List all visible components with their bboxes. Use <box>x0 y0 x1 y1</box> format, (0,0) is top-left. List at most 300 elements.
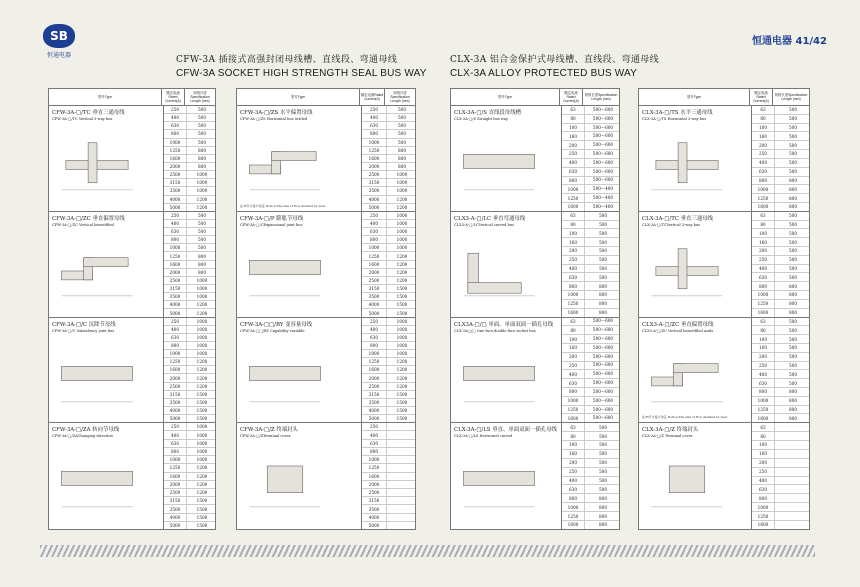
rated-current: 1250 <box>169 147 181 153</box>
spec-length: 1000 <box>186 326 215 333</box>
spec-length: 800 <box>386 147 415 154</box>
spec-length: 800 <box>186 261 215 268</box>
rated-current: 2500 <box>368 277 380 283</box>
product-title-en: CLX-3A-□/TCVertical 3-way bus <box>642 222 701 227</box>
product-drawing <box>459 342 539 414</box>
spec-row <box>164 456 215 464</box>
product-title-en: CLX-3A-□/Z Terminal cover <box>642 434 693 439</box>
column-header <box>451 89 619 106</box>
spec-row <box>562 353 619 362</box>
rated-current: 630 <box>569 169 577 175</box>
product-title-en: CLX3-A-□/ZC Vertical bessetfiled asids <box>642 328 714 333</box>
spec-row <box>562 326 619 335</box>
rated-current: 800 <box>370 131 378 137</box>
rated-current: 1000 <box>169 351 181 357</box>
spec-length: 500 <box>774 318 809 326</box>
rated-current: 800 <box>171 131 179 137</box>
spec-row <box>752 441 809 450</box>
rated-current: 3500 <box>169 506 181 512</box>
spec-row <box>164 318 215 326</box>
product-drawing <box>459 130 539 202</box>
spec-row <box>362 130 415 138</box>
rated-current: 630 <box>569 486 577 492</box>
product-drawing <box>647 130 727 202</box>
spec-row <box>362 106 415 114</box>
spec-row <box>562 432 619 441</box>
spec-row <box>562 521 619 529</box>
spec-row <box>562 397 619 406</box>
rated-current: 400 <box>569 266 577 272</box>
spec-length: 500 <box>774 150 809 158</box>
spec-row <box>752 106 809 115</box>
rated-current: 800 <box>171 237 179 243</box>
spec-row <box>164 374 215 382</box>
header-type: 型号Type <box>97 95 113 99</box>
product-info <box>237 423 361 529</box>
spec-row <box>362 285 415 293</box>
column-cfw-1 <box>48 88 216 530</box>
rated-current: 630 <box>370 123 378 129</box>
spec-length: 500～600 <box>584 397 619 405</box>
spec-row <box>752 423 809 432</box>
rated-current: 2000 <box>169 269 181 275</box>
rated-current: 630 <box>171 123 179 129</box>
spec-row <box>362 220 415 228</box>
product-info <box>451 423 561 529</box>
spec-length: 500～600 <box>584 406 619 414</box>
product-drawing <box>245 130 325 202</box>
spec-length: 1000 <box>186 293 215 300</box>
product-block <box>639 423 809 529</box>
spec-length: 500 <box>186 212 215 219</box>
spec-length: 500～600 <box>584 177 619 185</box>
spec-length: 800 <box>584 291 619 299</box>
spec-row <box>562 503 619 512</box>
rated-current: 400 <box>370 432 378 438</box>
spec-length: 800 <box>584 494 619 502</box>
rated-current: 400 <box>759 478 767 484</box>
product-title-en: CFW-3A-□/ZTerminal cover <box>240 434 291 439</box>
spec-length: 1500 <box>186 399 215 406</box>
product-title-cn: CLX3A-□/□ 单面、单面双面一插孔母线 <box>454 321 554 328</box>
rated-current: 1600 <box>169 367 181 373</box>
spec-length: 500 <box>584 459 619 467</box>
product-title-cn: CFW-3A-□/TC 垂直三通母线 <box>52 110 125 116</box>
spec-length: 500～600 <box>584 362 619 370</box>
spec-length: 1500 <box>386 293 415 300</box>
rated-current: 250 <box>171 318 179 324</box>
spec-row <box>562 362 619 371</box>
spec-length <box>774 423 809 431</box>
rated-current: 100 <box>569 230 577 236</box>
spec-row <box>752 397 809 406</box>
product-title-en: CFW-3A-□/C Subsidency joint bus <box>52 328 115 333</box>
rated-current: 3150 <box>169 498 181 504</box>
spec-length <box>774 441 809 449</box>
spec-table <box>751 106 809 211</box>
spec-row <box>562 370 619 379</box>
rated-current: 200 <box>759 142 767 148</box>
rated-current: 2500 <box>169 490 181 496</box>
spec-row <box>752 132 809 141</box>
spec-row <box>164 163 215 171</box>
rated-current: 630 <box>569 274 577 280</box>
spec-length: 500～600 <box>584 370 619 378</box>
rated-current: 2500 <box>368 383 380 389</box>
spec-row <box>752 141 809 150</box>
rated-current: 250 <box>569 362 577 368</box>
spec-row <box>164 342 215 350</box>
spec-row <box>362 236 415 244</box>
spec-length: 1200 <box>186 464 215 471</box>
spec-row <box>562 477 619 486</box>
spec-row <box>164 334 215 342</box>
rated-current: 160 <box>569 133 577 139</box>
product-drawing <box>57 236 137 308</box>
spec-row <box>362 358 415 366</box>
rated-current: 800 <box>370 449 378 455</box>
spec-length: 500 <box>386 114 415 121</box>
spec-length: 1500 <box>386 391 415 398</box>
spec-row <box>362 374 415 382</box>
spec-row <box>164 514 215 522</box>
spec-length: 500 <box>774 115 809 123</box>
rated-current: 5000 <box>368 310 380 316</box>
spec-row <box>164 285 215 293</box>
spec-length: 1500 <box>186 505 215 512</box>
header-type: 型号Type <box>497 95 513 99</box>
spec-row <box>752 265 809 274</box>
spec-length: 500 <box>386 130 415 137</box>
spec-row <box>562 141 619 150</box>
spec-length: 500 <box>186 139 215 146</box>
spec-length: 500 <box>584 485 619 493</box>
spec-length: 500～600 <box>584 388 619 396</box>
product-block <box>237 106 415 212</box>
spec-length: 800 <box>386 155 415 162</box>
rated-current: 800 <box>569 283 577 289</box>
spec-row <box>562 221 619 230</box>
spec-length: 1000 <box>386 171 415 178</box>
rated-current: 1000 <box>757 186 769 192</box>
spec-length: 500 <box>774 159 809 167</box>
rated-current: 250 <box>569 151 577 157</box>
spec-length: 500 <box>584 247 619 255</box>
spec-row <box>164 497 215 505</box>
spec-row <box>752 203 809 211</box>
spec-row <box>164 187 215 195</box>
rated-current: 800 <box>759 283 767 289</box>
product-block <box>639 106 809 212</box>
product-block <box>49 423 215 529</box>
spec-row <box>362 399 415 407</box>
rated-current: 200 <box>569 460 577 466</box>
spec-length <box>774 494 809 502</box>
spec-length: 1000 <box>386 318 415 325</box>
product-title-cn: CLX-3A-□/Z 终端封头 <box>642 427 699 434</box>
spec-table <box>751 212 809 317</box>
spec-length: 1500 <box>186 391 215 398</box>
rated-current: 400 <box>370 326 378 332</box>
spec-row <box>562 459 619 468</box>
product-block <box>237 423 415 529</box>
spec-length: 500 <box>774 221 809 229</box>
spec-length: 500～600 <box>584 379 619 387</box>
spec-row <box>562 512 619 521</box>
right-heading <box>450 52 659 79</box>
rated-current: 1250 <box>567 407 579 413</box>
rated-current: 1250 <box>567 301 579 307</box>
header-type: 型号Type <box>686 95 702 99</box>
spec-row <box>752 115 809 124</box>
spec-length: 500 <box>584 441 619 449</box>
rated-current: 100 <box>759 442 767 448</box>
spec-row <box>752 503 809 512</box>
spec-row <box>752 194 809 203</box>
product-title-cn: CLX-3A-□/S 直线段母线槽 <box>454 110 521 116</box>
rated-current: 1600 <box>567 204 579 210</box>
spec-length <box>386 522 415 529</box>
product-info <box>639 423 751 529</box>
spec-row <box>362 514 415 522</box>
spec-length: 500 <box>186 122 215 129</box>
spec-row <box>752 406 809 415</box>
rated-current: 400 <box>759 371 767 377</box>
spec-table <box>561 318 619 423</box>
spec-length: 500 <box>774 326 809 334</box>
rated-current: 2500 <box>169 277 181 283</box>
rated-current: 3150 <box>169 180 181 186</box>
rated-current: 1000 <box>368 139 380 145</box>
spec-row <box>562 229 619 238</box>
spec-row <box>752 168 809 177</box>
spec-row <box>562 124 619 133</box>
spec-length: 1200 <box>386 204 415 211</box>
spec-length: 1500 <box>186 514 215 521</box>
product-info <box>49 423 163 529</box>
spec-length: 1000 <box>186 187 215 194</box>
rated-current: 400 <box>171 326 179 332</box>
spec-row <box>562 256 619 265</box>
spec-row <box>562 300 619 309</box>
spec-length: 1200 <box>186 383 215 390</box>
rated-current: 200 <box>759 354 767 360</box>
rated-current: 100 <box>759 125 767 131</box>
rated-current: 800 <box>370 342 378 348</box>
spec-length: 1200 <box>386 252 415 259</box>
rated-current: 1250 <box>757 513 769 519</box>
rated-current: 1000 <box>757 504 769 510</box>
spec-table <box>751 423 809 529</box>
spec-length: 800 <box>186 252 215 259</box>
spec-length: 500 <box>584 212 619 220</box>
rated-current: 250 <box>759 362 767 368</box>
product-info <box>49 106 163 211</box>
spec-row <box>562 406 619 415</box>
spec-length <box>774 485 809 493</box>
product-info <box>451 212 561 317</box>
spec-length: 800 <box>774 406 809 414</box>
spec-length: 1200 <box>386 277 415 284</box>
product-drawing <box>647 447 727 519</box>
rated-current: 5000 <box>368 204 380 210</box>
spec-length: 1200 <box>186 489 215 496</box>
spec-length <box>774 432 809 440</box>
spec-length: 1200 <box>386 374 415 381</box>
spec-row <box>164 147 215 155</box>
spec-length: 500～600 <box>584 335 619 343</box>
spec-length: 500 <box>386 139 415 146</box>
product-title-cn: CLX-3A-□/TC 垂直三通母线 <box>642 215 714 222</box>
rated-current: 1250 <box>368 147 380 153</box>
spec-row <box>752 485 809 494</box>
rated-current: 800 <box>759 389 767 395</box>
spec-row <box>562 212 619 221</box>
spec-row <box>752 477 809 486</box>
rated-current: 100 <box>569 336 577 342</box>
spec-length: 1000 <box>386 236 415 243</box>
rated-current: 200 <box>759 460 767 466</box>
spec-length: 500 <box>186 244 215 251</box>
left-heading-en: CFW-3A SOCKET HIGH STRENGTH SEAL BUS WAY <box>176 68 427 79</box>
rated-current: 1000 <box>757 398 769 404</box>
spec-row <box>164 122 215 130</box>
header-spec: 规格长度Specification Length (mm) <box>184 89 215 105</box>
rated-current: 3150 <box>169 391 181 397</box>
spec-length: 800 <box>774 194 809 202</box>
spec-length: 1200 <box>186 204 215 211</box>
product-title-en: CLX3-A-□/LCVertical curved bus <box>454 222 515 227</box>
rated-current: 160 <box>759 133 767 139</box>
spec-length: 1200 <box>186 358 215 365</box>
spec-length: 800 <box>584 282 619 290</box>
spec-row <box>562 238 619 247</box>
spec-length: 500～600 <box>584 159 619 167</box>
logo-badge: SB <box>43 24 75 48</box>
rated-current: 4000 <box>169 196 181 202</box>
product-title-cn: CFW-3A-□/ZC 垂直偏置母线 <box>52 215 125 222</box>
spec-row <box>562 318 619 327</box>
spec-row <box>164 326 215 334</box>
spec-row <box>164 114 215 122</box>
spec-length: 1500 <box>186 522 215 529</box>
spec-length: 500 <box>774 273 809 281</box>
spec-length: 1000 <box>186 440 215 447</box>
rated-current: 1000 <box>169 457 181 463</box>
product-info <box>49 318 163 423</box>
rated-current: 1600 <box>757 310 769 316</box>
spec-length: 800 <box>584 300 619 308</box>
rated-current: 630 <box>759 274 767 280</box>
spec-length: 1500 <box>186 497 215 504</box>
spec-row <box>164 130 215 138</box>
spec-row <box>362 423 415 431</box>
spec-row <box>562 185 619 194</box>
spec-row <box>362 244 415 252</box>
spec-length: 500 <box>584 229 619 237</box>
spec-length: 500～600 <box>584 326 619 334</box>
spec-row <box>562 494 619 503</box>
spec-row <box>562 423 619 432</box>
page-number: 恒通电器 41/42 <box>752 36 827 47</box>
spec-length: 1200 <box>386 261 415 268</box>
product-title-en: CLX-3A-□/TS Horizontal 3-way bus <box>642 117 707 121</box>
spec-length: 1200 <box>186 366 215 373</box>
spec-row <box>362 309 415 316</box>
spec-length: 1200 <box>186 374 215 381</box>
spec-length: 1000 <box>186 179 215 186</box>
spec-length: 500～600 <box>584 150 619 158</box>
rated-current: 250 <box>759 469 767 475</box>
spec-length: 800 <box>774 185 809 193</box>
product-title-en: CFW-3A-□□/BY Capability variable <box>240 328 305 333</box>
rated-current: 1000 <box>368 351 380 357</box>
spec-row <box>164 407 215 415</box>
spec-row <box>164 440 215 448</box>
spec-length: 500～600 <box>584 344 619 352</box>
spec-length: 1200 <box>186 196 215 203</box>
spec-row <box>752 370 809 379</box>
rated-current: 1600 <box>567 522 579 528</box>
rated-current: 630 <box>370 334 378 340</box>
product-block <box>451 212 619 318</box>
spec-length: 1200 <box>186 473 215 480</box>
spec-row <box>164 236 215 244</box>
spec-length <box>386 448 415 455</box>
rated-current: 63 <box>760 107 766 113</box>
spec-row <box>562 159 619 168</box>
spec-row <box>362 261 415 269</box>
rated-current: 1250 <box>368 465 380 471</box>
rated-current: 630 <box>370 229 378 235</box>
rated-current: 4000 <box>368 408 380 414</box>
rated-current: 2000 <box>368 269 380 275</box>
spec-row <box>752 291 809 300</box>
spec-row <box>562 414 619 422</box>
product-title-cn: CLX3-A-□/ZC 垂直偏置母线 <box>642 321 714 328</box>
rated-current: 4000 <box>368 514 380 520</box>
spec-row <box>562 450 619 459</box>
spec-row <box>362 179 415 187</box>
spec-row <box>752 344 809 353</box>
spec-row <box>562 168 619 177</box>
spec-length: 500 <box>584 221 619 229</box>
rated-current: 400 <box>569 160 577 166</box>
spec-length: 1000 <box>186 277 215 284</box>
spec-length: 500 <box>774 141 809 149</box>
spec-row <box>562 203 619 211</box>
spec-row <box>562 132 619 141</box>
spec-row <box>164 481 215 489</box>
spec-length: 500 <box>386 106 415 113</box>
rated-current: 2000 <box>368 375 380 381</box>
spec-row <box>164 489 215 497</box>
logo-name: 恒通电器 <box>46 52 71 59</box>
spec-length: 500 <box>774 168 809 176</box>
rated-current: 3500 <box>368 294 380 300</box>
rated-current: 80 <box>760 327 766 333</box>
rated-current: 2500 <box>368 490 380 496</box>
spec-row <box>752 300 809 309</box>
header-current: 额定电流Rated Current(A) <box>359 89 384 105</box>
spec-length: 1000 <box>186 318 215 325</box>
spec-row <box>752 247 809 256</box>
rated-current: 800 <box>171 342 179 348</box>
spec-row <box>362 456 415 464</box>
spec-row <box>562 265 619 274</box>
spec-table <box>561 212 619 317</box>
rated-current: 2000 <box>169 481 181 487</box>
